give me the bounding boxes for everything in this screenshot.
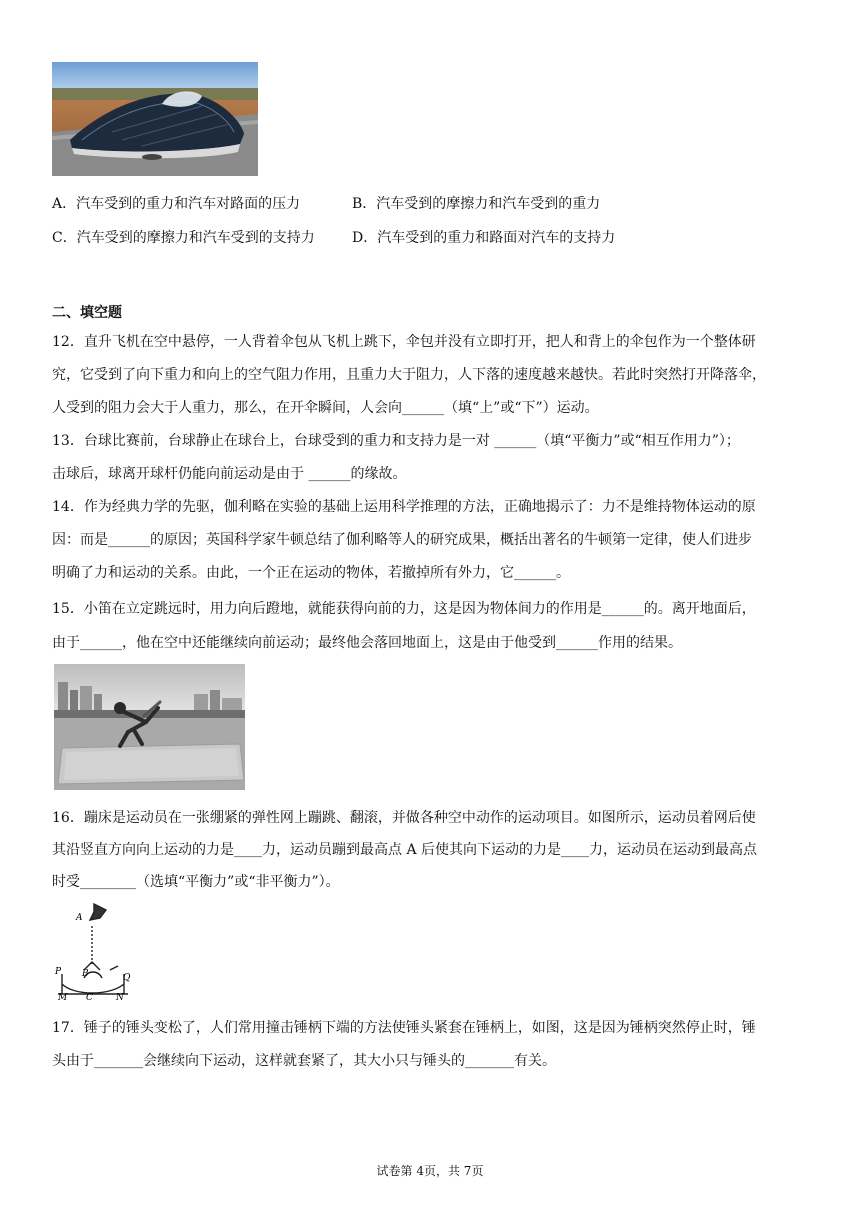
q14-line-3: 明确了力和运动的关系。由此，一个正在运动的物体，若撤掉所有外力，它______。 [52,565,570,581]
q16-line-3: 时受________（选填“平衡力”或“非平衡力”）。 [52,874,340,890]
q16-line-1: 16．蹦床是运动员在一张绷紧的弹性网上蹦跳、翻滚，并做各种空中动作的运动项目。如图所示，运动员着网后使 [52,810,756,826]
q16-line-2: 其沿竖直方向向上运动的力是____力，运动员蹦到最高点 A 后使其向下运动的力是____力，运动员在运动到最高点 [52,842,758,858]
solar-car-photo [52,62,258,176]
label-c: C [86,993,93,1002]
option-a: A．汽车受到的重力和汽车对路面的压力 [52,196,301,212]
q12-line-1: 12．直升飞机在空中悬停，一人背着伞包从飞机上跳下，伞包并没有立即打开，把人和背上的伞包作为一个整体研 [52,334,756,350]
label-n: N [116,993,124,1002]
q15-line-2: 由于______，他在空中还能继续向前运动；最终他会落回地面上，这是由于他受到______作用的结果。 [52,635,682,651]
page-footer: 试卷第 4页，共 7页 [376,1164,484,1178]
q12-line-3: 人受到的阻力会大于人重力，那么，在开伞瞬间，人会向______（填“上”或“下”）运动。 [52,400,599,416]
q14-line-1: 14．作为经典力学的先驱，伽利略在实验的基础上运用科学推理的方法，正确地揭示了：力不是维持物体运动的原 [52,499,756,515]
section-title: 二、填空题 [52,305,122,321]
q17-line-1: 17．锤子的锤头变松了，人们常用撞击锤柄下端的方法使锤头紧套在锤柄上，如图，这是因为锤柄突然停止时，锤 [52,1020,756,1036]
label-q: Q [123,973,131,983]
q15-line-1: 15．小笛在立定跳远时，用力向后蹬地，就能获得向前的力，这是因为物体间力的作用是______的。离开地面后， [52,601,756,617]
q14-line-2: 因：而是______的原因；英国科学家牛顿总结了伽利略等人的研究成果，概括出著名的牛顿第一定律，使人们进步 [52,532,752,548]
q13-line-1: 13．台球比赛前，台球静止在球台上，台球受到的重力和支持力是一对 ______（填“平衡力”或“相互作用力”）； [52,433,740,449]
option-b: B．汽车受到的摩擦力和汽车受到的重力 [352,196,601,212]
q17-line-2: 头由于_______会继续向下运动，这样就套紧了，其大小只与锤头的_______有关。 [52,1053,556,1069]
trampoline-diagram [54,900,134,1002]
label-p: P [55,967,62,977]
option-d: D．汽车受到的重力和路面对汽车的支持力 [352,230,616,246]
label-a: A [76,913,83,923]
label-m: M [58,993,68,1002]
label-b: B [82,969,89,979]
q12-line-2: 究，它受到了向下重力和向上的空气阻力作用，且重力大于阻力，人下落的速度越来越快。若此时突然打开降落伞， [52,367,766,383]
long-jump-photo [54,664,245,790]
option-c: C．汽车受到的摩擦力和汽车受到的支持力 [52,230,315,246]
q13-line-2: 击球后，球离开球杆仍能向前运动是由于 ______的缘故。 [52,466,407,482]
